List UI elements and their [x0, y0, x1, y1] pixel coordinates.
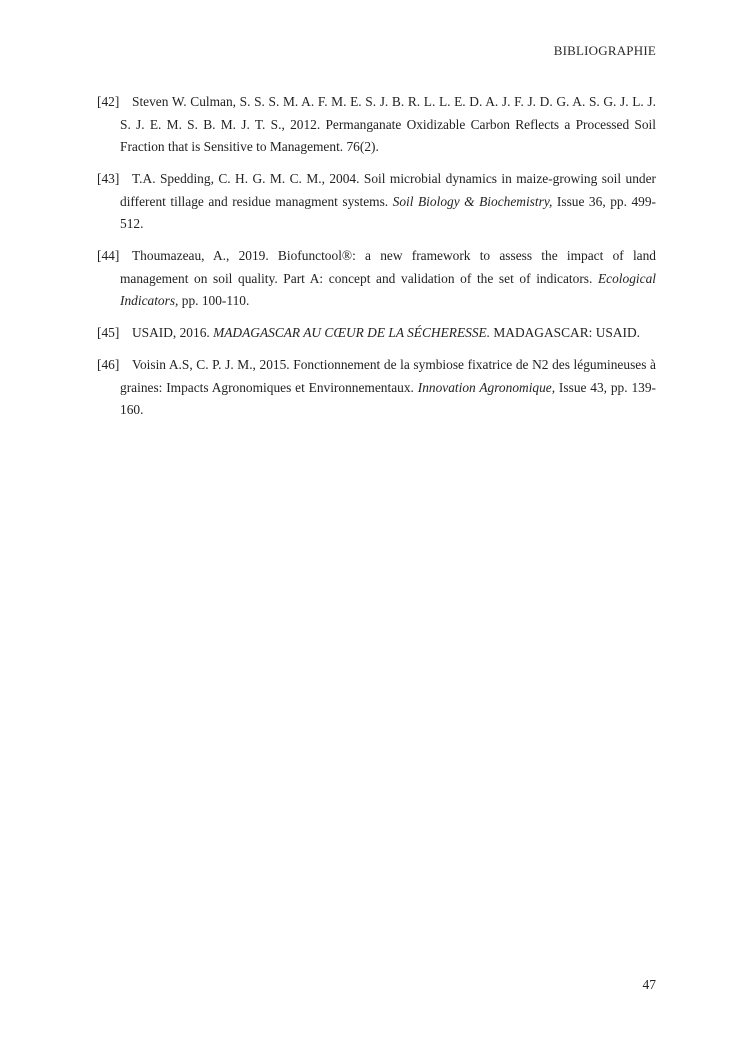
reference-text-segment: pp. 100-110. [178, 293, 250, 308]
reference-item [97, 322, 656, 345]
reference-text-segment: Voisin A.S, C. P. J. M., 2015. Fonctionnement de la symbiose fixatrice de N2 des légumineuses à graines: Impacts Agronomiques et Environnementaux. [120, 357, 656, 395]
reference-text [120, 91, 656, 159]
reference-journal-title: Ecological Indicators, [120, 270, 656, 308]
running-header: BIBLIOGRAPHIE [553, 43, 656, 58]
reference-item [97, 91, 656, 159]
reference-text [120, 322, 656, 345]
reference-text-segment: USAID, 2016. [132, 325, 214, 340]
page-number: 47 [642, 977, 656, 992]
reference-text [120, 168, 656, 236]
reference-text-segment: Thoumazeau, A., 2019. Biofunctool®: a new framework to assess the impact of land management on soil quality. Part A: concept and validation of the set of indicators. [120, 248, 656, 286]
reference-text [120, 245, 656, 313]
reference-list [97, 91, 656, 431]
reference-number: [43] [97, 171, 120, 186]
reference-text-segment: Issue 43, pp. 139-160. [120, 379, 656, 417]
reference-number: [46] [97, 357, 120, 372]
reference-text-segment: T.A. Spedding, C. H. G. M. C. M., 2004. Soil microbial dynamics in maize-growing soil under different tillage and residue managment systems. [120, 171, 656, 209]
reference-journal-title: Innovation Agronomique, [417, 379, 556, 395]
reference-item [97, 168, 656, 236]
reference-text-segment: MADAGASCAR: USAID. [490, 325, 640, 340]
reference-item [97, 354, 656, 422]
reference-number: [44] [97, 248, 120, 263]
reference-text-segment: Issue 36, pp. 499-512. [120, 193, 656, 231]
reference-publication-title: MADAGASCAR AU CŒUR DE LA SÉCHERESSE. [213, 325, 491, 340]
reference-number: [45] [97, 325, 120, 340]
reference-item [97, 245, 656, 313]
reference-text-segment: Steven W. Culman, S. S. S. M. A. F. M. E. S. J. B. R. L. L. E. D. A. J. F. J. D. G. A. S. G. J. L. J. S. J. E. M. S. B. M. J. T. S., 2012. Permanganate Oxidizable Carbon Reflects a Processed Soil Fraction that is Sensitive to Management. 76(2). [120, 94, 656, 154]
reference-text [120, 354, 656, 422]
reference-journal-title: Soil Biology & Biochemistry, [392, 193, 553, 209]
reference-number: [42] [97, 94, 120, 109]
